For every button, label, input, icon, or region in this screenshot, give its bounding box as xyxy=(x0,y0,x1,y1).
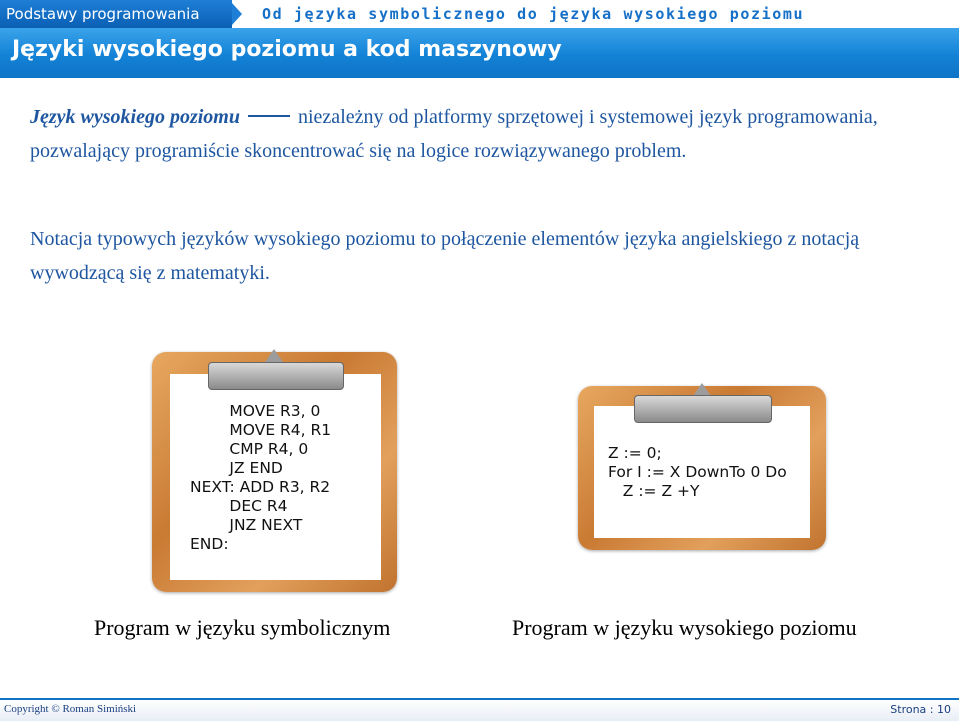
copyright: Copyright © Roman Simiński xyxy=(4,703,137,715)
definition-paragraph xyxy=(30,100,930,168)
caption-high-level: Program w języku wysokiego poziomu xyxy=(512,615,857,640)
page-indicator xyxy=(890,703,951,716)
clipboard-right xyxy=(578,386,826,550)
clip-icon xyxy=(208,362,344,390)
clipboard-left xyxy=(152,352,397,592)
em-dash xyxy=(248,115,290,117)
page-number: 10 xyxy=(937,703,951,716)
caption-symbolic: Program w języku symbolicznym xyxy=(94,615,391,640)
title-band xyxy=(0,28,959,78)
slide-title: Języki wysokiego poziomu a kod maszynowy xyxy=(12,37,562,62)
definition-text: niezależny od platformy sprzętowej i systemowej język programowania, pozwalający programiście skoncentrować się na logice rozwiązywanego problem. xyxy=(30,106,878,162)
clip-icon xyxy=(634,395,772,423)
page-label: Strona : xyxy=(890,703,937,716)
topic-title: Od języka symbolicznego do języka wysokiego poziomu xyxy=(262,5,805,23)
arrow-right-icon xyxy=(232,3,242,25)
footer xyxy=(0,698,959,721)
top-bar xyxy=(0,0,959,28)
notation-paragraph: Notacja typowych języków wysokiego poziomu to połączenie elementów języka angielskiego z notacją wywodzącą się z matematyki. xyxy=(30,228,860,284)
defined-term: Język wysokiego poziomu xyxy=(30,106,240,128)
pascal-code: Z := 0; For I := X DownTo 0 Do Z := Z +Y xyxy=(608,444,787,500)
course-name: Podstawy programowania xyxy=(0,0,232,28)
assembly-code: MOVE R3, 0 MOVE R4, R1 CMP R4, 0 JZ END NEXT: ADD R3, R2 DEC R4 JNZ NEXT END: xyxy=(190,402,332,553)
